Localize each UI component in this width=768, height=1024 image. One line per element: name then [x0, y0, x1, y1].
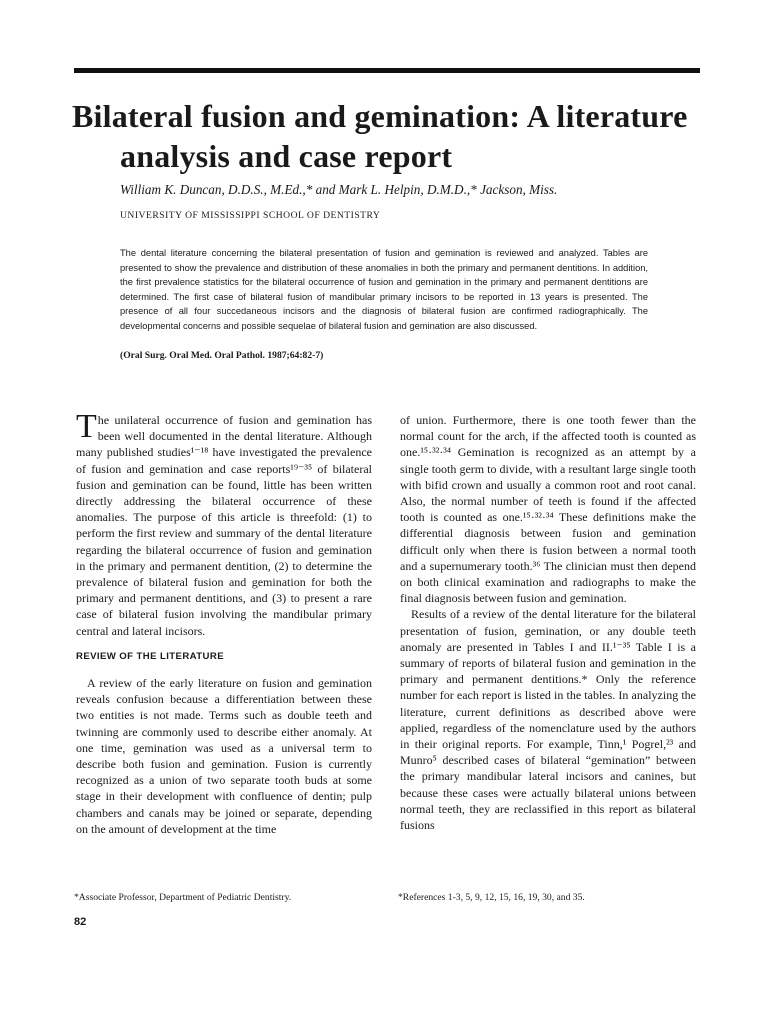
right-paragraph-1: of union. Furthermore, there is one tooth fewer than the normal count for the arch, if the affected tooth is counted as one.¹⁵·³²·³⁴ Gemination is recognized as an attempt by a single tooth germ to divide, with a resultant large single tooth with bifid crown and usually a common root and root canal. Also, the normal number of teeth is found if the affected tooth is counted as one.¹⁵·³²·³⁴ These definitions make the differential diagnosis between fusion and gemination difficult only when there is fusion between a normal tooth and a supernumerary tooth.³⁶ The clinician must then depend on both clinical examination and radiographs to make the final diagnosis between fusion and gemination.: [400, 413, 696, 606]
right-column: [400, 412, 696, 833]
abstract: The dental literature concerning the bilateral presentation of fusion and gemination is reviewed and analyzed. Tables are presented to show the prevalence and distribution of these anomalies in both the primary and permanent dentitions. In addition, the first prevalence statistics for the bilateral occurrence of fusion and gemination in the primary and permanent dentitions are determined. The first case of bilateral fusion of mandibular primary incisors to be reported in 13 years is presented. The presence of all four succedaneous incisors and the diagnosis of bilateral fusion are confirmed radiographically. The developmental concerns and possible sequelae of bilateral fusion and gemination are also discussed.: [120, 248, 648, 331]
page-number: 82: [74, 916, 87, 928]
affiliation: UNIVERSITY OF MISSISSIPPI SCHOOL OF DENTISTRY: [120, 210, 381, 221]
citation: (Oral Surg. Oral Med. Oral Pathol. 1987;64:82-7): [120, 350, 324, 361]
intro-text: he unilateral occurrence of fusion and gemination has been well documented in the dental literature. Although many published studies¹⁻¹⁸ have investigated the prevalence of fusion and gemination and case reports¹⁹⁻³⁵ of bilateral fusion and gemination can be found, little has been written directly addressing the bilateral occurrence of these anomalies. The purpose of this article is threefold: (1) to perform the first review and summary of the dental literature regarding the bilateral occurrence of fusion and gemination in the primary and permanent dentition, (2) to determine the prevalence of bilateral fusion and gemination for both the primary and permanent dentitions, and (3) to present a rare case of bilateral fusion involving the mandibular primary central and lateral incisors.: [76, 413, 372, 638]
authors: William K. Duncan, D.D.S., M.Ed.,* and Mark L. Helpin, D.M.D.,* Jackson, Miss.: [120, 182, 558, 197]
top-rule: [74, 68, 700, 73]
left-column: [76, 408, 372, 837]
title-line-1: Bilateral fusion and gemination: A literature: [72, 98, 688, 134]
footnote-left: *Associate Professor, Department of Pediatric Dentistry.: [74, 892, 292, 903]
section-heading: REVIEW OF THE LITERATURE: [76, 650, 224, 662]
title-line-2: analysis and case report: [120, 138, 453, 174]
review-paragraph: A review of the early literature on fusion and gemination reveals confusion because a differentiation between these two entities is not made. Terms such as double teeth and twinning are commonly used to describe either anomaly. At one time, gemination was used as a universal term to describe both fusion and gemination. Fusion is currently recognized as a union of two separate tooth buds at some stage in their development with confluence of dentin; pulp chambers and canals may be joined or separate, depending on the amount of development at the time: [76, 676, 372, 836]
footnote-right: *References 1-3, 5, 9, 12, 15, 16, 19, 30, and 35.: [398, 892, 585, 903]
right-paragraph-2: Results of a review of the dental literature for the bilateral presentation of fusion, gemination, or any double teeth anomaly are presented in Tables I and II.¹⁻³⁵ Table I is a summary of reports of bilateral fusion and gemination in the primary and permanent dentitions.* Only the reference number for each report is listed in the tables. In analyzing the literature, current definitions as described above were applied, regardless of the nomenclature used by the authors in their original reports. For example, Tinn,¹ Pogrel,²³ and Munro⁵ described cases of bilateral “gemination” between the primary mandibular lateral incisors and canines, but because these cases were actually bilateral unions between normal teeth, they are reclassified in this report as bilateral fusions: [400, 607, 696, 833]
drop-cap: T: [76, 408, 97, 445]
article-title: [72, 96, 712, 176]
intro-paragraph: [76, 408, 372, 639]
